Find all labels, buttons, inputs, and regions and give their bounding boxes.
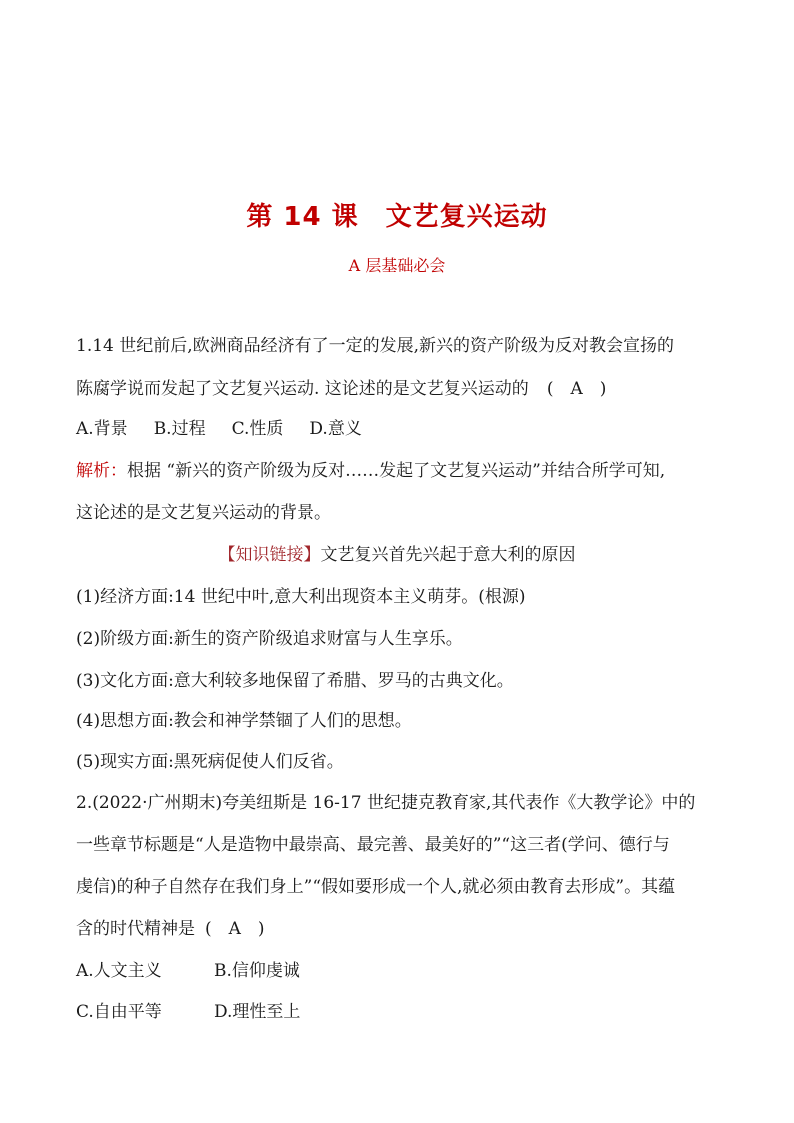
q2-option-c: C.自由平等 [76, 1002, 162, 1022]
q1-option-a: A.背景 [76, 419, 128, 439]
analysis-line-1 [76, 459, 665, 483]
q1-line-2-text: 陈腐学说而发起了文艺复兴运动. 这论述的是文艺复兴运动的 [76, 379, 529, 399]
knowledge-label: 【知识链接】 [218, 545, 321, 565]
q2-options-row-2 [76, 1000, 300, 1024]
knowledge-item: (3)文化方面:意大利较多地保留了希腊、罗马的古典文化。 [76, 671, 514, 691]
q1-option-c: C.性质 [231, 419, 284, 439]
q2-option-b: B.信仰虔诚 [214, 961, 300, 981]
q2-line-1: 2.(2022·广州期末)夸美纽斯是 16-17 世纪捷克教育家,其代表作《大教学论》中的 [76, 793, 696, 813]
analysis-line-2: 这论述的是文艺复兴运动的背景。 [76, 503, 331, 523]
knowledge-item: (2)阶级方面:新生的资产阶级追求财富与人生享乐。 [76, 629, 463, 649]
analysis-text-1: 根据 “新兴的资产阶级为反对……发起了文艺复兴运动”并结合所学可知, [127, 461, 666, 481]
knowledge-item: (5)现实方面:黑死病促使人们反省。 [76, 752, 344, 772]
q1-line-2 [76, 377, 606, 401]
q2-line-2: 一些章节标题是“人是造物中最崇高、最完善、最美好的”“这三者(学问、德行与 [76, 835, 670, 855]
q1-option-d: D.意义 [309, 419, 362, 439]
section-subtitle: A 层基础必会 [348, 256, 446, 275]
q2-line-4-text: 含的时代精神是 [76, 919, 195, 939]
knowledge-item: (1)经济方面:14 世纪中叶,意大利出现资本主义萌芽。(根源) [76, 587, 526, 607]
q1-answer: ( A ) [546, 379, 607, 399]
knowledge-item: (4)思想方面:教会和神学禁锢了人们的思想。 [76, 711, 412, 731]
knowledge-heading [0, 543, 794, 567]
q2-line-4 [76, 917, 265, 941]
q2-options-row-1 [76, 959, 300, 983]
knowledge-title: 文艺复兴首先兴起于意大利的原因 [320, 545, 576, 565]
q2-option-a: A.人文主义 [76, 961, 162, 981]
analysis-label: 解析： [76, 461, 127, 481]
q1-line-1: 1.14 世纪前后,欧洲商品经济有了一定的发展,新兴的资产阶级为反对教会宣扬的 [76, 336, 675, 356]
q1-options [76, 417, 388, 441]
q2-line-3: 虔信)的种子自然存在我们身上”“假如要形成一个人,就必须由教育去形成”。其蕴 [76, 877, 676, 897]
q1-option-b: B.过程 [153, 419, 206, 439]
q2-answer: ( A ) [205, 919, 265, 939]
lesson-title: 第 14 课 文艺复兴运动 [246, 202, 548, 232]
q2-option-d: D.理性至上 [214, 1002, 301, 1022]
